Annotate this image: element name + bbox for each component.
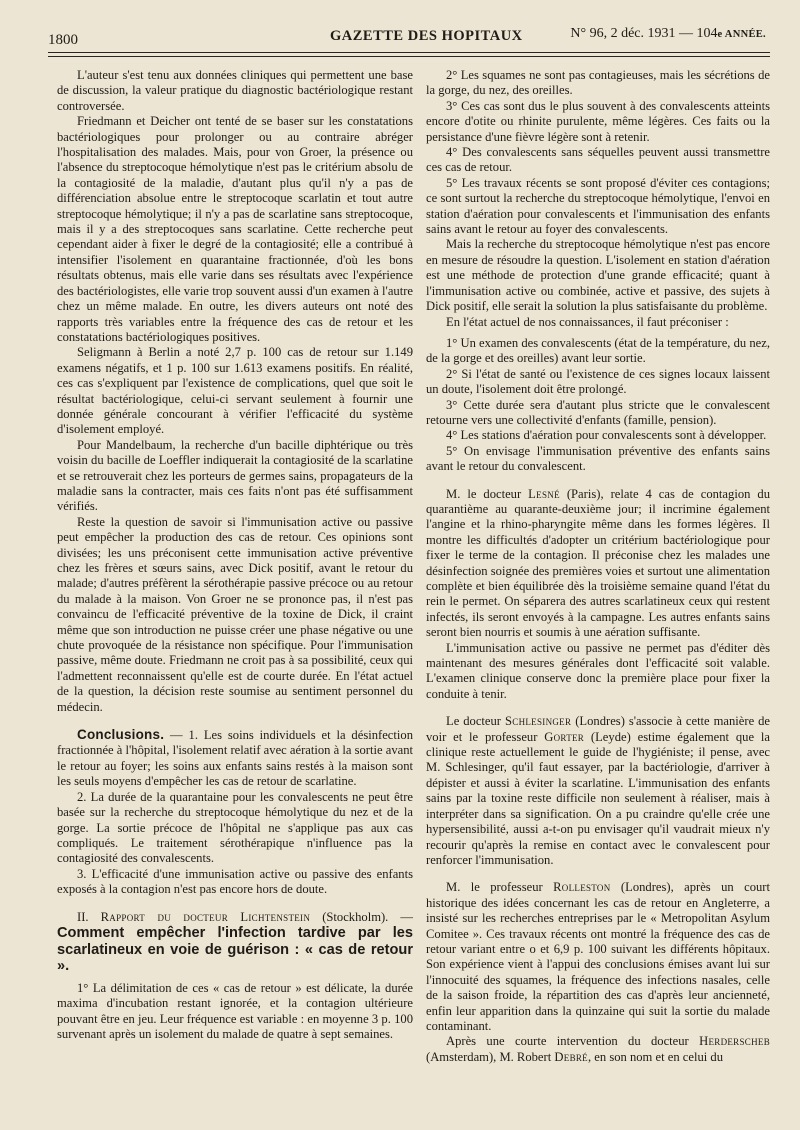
text-run: M. le professeur (446, 880, 554, 895)
author-name: Herderscheb (699, 1034, 770, 1049)
list-item: 4° Les stations d'aération pour convalescents sont à développer. (446, 428, 767, 443)
text-run: M. le docteur (446, 486, 529, 501)
conclusions-paragraph (57, 727, 413, 790)
paragraph: Pour Mandelbaum, la recherche d'un bacille diphtérique ou très voisin du bacille de Loeffler indiquerait la contagiosité de la scarlatine et se retrouverait chez les porteurs de germes sains, propagateurs de la maladie sans la contracter, mais ces faits n'ont pas été suffisamment vérifiés. (57, 437, 413, 514)
list-item: 3° Ces cas sont dus le plus souvent à des convalescents atteints encore d'otite ou rhinite purulente, même légères. Ces faits ou la persistance d'une fièvre légère sont à retenir. (426, 98, 770, 144)
author-name: Rolleston (553, 880, 611, 895)
text-run: (Leyde) estime également que la clinique reste actuellement le guide de l'hygiéniste; il pense, avec M. Schlesinger, qu'il faut essayer, par la bactériologie, d'arriver à dépister et aussi à éviter la scarlatine. L'immunisation des enfants sains par la toxine reste difficile non seulement à réaliser, mais à interpréter dans sa signification. On a pu craindre qu'elle crée une hypersensibilité, aussi a-t-on pu envisager qu'il vaudrait mieux n'y recourir qu'après la remise en contact avec le convalescent pour renforcer l'immunisation. (426, 729, 770, 867)
section-report-author: Rapport du docteur Lichtenstein (100, 909, 311, 924)
section-title: Comment empêcher l'infection tardive par les scarlatineux en voie de guérison : « cas de retour ». (57, 924, 413, 975)
issue-info (570, 26, 766, 42)
page-header (48, 24, 766, 46)
list-item: 5° On envisage l'immunisation préventive des enfants sains avant le retour du convalescent. (426, 443, 770, 474)
conclusions-heading: Conclusions. (77, 727, 165, 743)
section-heading (57, 910, 413, 975)
year-label: e ANNÉE. (717, 29, 766, 40)
text-run: (Londres), après un court historique des idées concernant les cas de retour en Angleterre, a insisté sur les recherches entreprises par le « Metropolitan Asylum Comitee ». Ces travaux récents ont montré la fréquence des cas de retour variant entre o et 6,9 p. 100 suivant les différents hôpitaux. Son expérience vient à l'appui des conclusions émises avant lui sur l'innocuité des squames, la fréquence des infections nasales, celle de la saison froide, la répartition des cas d'après leur ancienneté, enfin leur apparition dans la quinzaine qui suit la sortie du malade contaminant. (426, 880, 770, 1033)
paragraph: Mais la recherche du streptocoque hémolytique n'est pas encore en mesure de résoudre la question. L'isolement en station d'aération est une méthode de protection d'une grande efficacité; quant à l'immunisation active ou combinée, active et passive, des sujets à Dick positif, elle serait la solution la plus satisfaisante du problème. (426, 237, 770, 314)
text-run: (Londres) s'associe à cette manière de voir et le professeur (426, 714, 771, 744)
right-column (426, 68, 770, 1065)
text-run: (Amsterdam), M. Robert (426, 1049, 555, 1064)
header-rule-thin (48, 56, 770, 57)
conclusion-3: 3. L'efficacité d'une immunisation active ou passive des enfants exposés à la contagion n'est pas encore hors de doute. (57, 866, 413, 897)
herdersche-paragraph (426, 1034, 770, 1065)
paragraph: En l'état actuel de nos connaissances, il faut préconiser : (446, 314, 729, 329)
author-name: Lesné (528, 486, 560, 501)
paragraph: Reste la question de savoir si l'immunisation active ou passive peut empêcher la production des cas de retour. Ces opinions sont divisées; les uns préconisent cette immunisation active préventive chez les frères et sœurs sains, avec Dick positif, avant le retour du malade; d'autres préfèrent la sérothérapie passive précoce ou au retour du malade à la maison. Von Groer ne se prononce pas, il n'est pas convaincu de l'efficacité préventive de la toxine de Dick, il craint même que son introduction ne puisse créer une phase négative ou une chute provoquée de la résistance non spécifique. Pour l'immunisation passive, même doute. Friedmann ne croit pas à sa possibilité, ceux qui l'admettent reconnaissent qu'elle est de courte durée. En l'état actuel de la question, la décision reste soumise au sentiment personnel du médecin. (57, 514, 413, 714)
conclusion-2: 2. La durée de la quarantaine pour les convalescents ne peut être basée sur la recherche du streptocoque hémolytique du nez et de la gorge. La sortie précoce de l'hôpital ne s'applique pas aux cas compliqués. Le traitement sérothérapique n'influence pas la contagiosité des convalescents. (57, 789, 413, 866)
list-item: 5° Les travaux récents se sont proposé d'éviter ces contagions; ce sont surtout la recherche du streptocoque hémolytique, l'envoi en station d'aération pour convalescents et l'immunisation des enfants sains avant le retour au foyer des convalescents. (426, 175, 770, 237)
paragraph: L'auteur s'est tenu aux données cliniques qui permettent une base de discussion, la valeur pratique du diagnostic bactériologique restant controversée. (57, 68, 413, 113)
list-item: 1° Un examen des convalescents (état de la température, du nez, de la gorge et des oreilles) avant leur sortie. (426, 335, 770, 366)
list-item: 2° Les squames ne sont pas contagieuses, mais les sécrétions de la gorge, du nez, des oreilles. (426, 68, 770, 98)
author-name: Gorter (544, 729, 585, 744)
list-item: 4° Des convalescents sans séquelles peuvent aussi transmettre ces cas de retour. (426, 145, 770, 175)
author-name: Debré (554, 1049, 588, 1064)
journal-title: GAZETTE DES HOPITAUX (330, 28, 523, 44)
text-run: Le docteur (446, 714, 505, 729)
paragraph: L'immunisation active ou passive ne permet pas d'éditer dès maintenant des mesures générales dont l'efficacité soit valable. L'examen clinique conserve donc la première place pour fixer la conduite à tenir. (426, 640, 770, 701)
issue-number-date: N° 96, 2 déc. 1931 — 104 (570, 26, 718, 41)
text-run: Après une courte intervention du docteur (446, 1034, 700, 1049)
page-number: 1800 (48, 32, 78, 48)
section-city: (Stockholm). — (310, 909, 413, 924)
text-run: , en son nom et en celui du (587, 1049, 723, 1064)
schlesinger-paragraph (426, 714, 770, 868)
list-item: 1° La délimitation de ces « cas de retour » est délicate, la durée maxima d'incubation restant ignorée, et la contagion ultérieure pouvant être en jeu. Leur fréquence est variable : en moyenne 3 p. 100 survenant après un isolement du malade de quatre à sept semaines. (57, 980, 413, 1041)
rolleston-paragraph (426, 880, 770, 1034)
lesne-paragraph (426, 487, 770, 641)
paragraph: Friedmann et Deicher ont tenté de se baser sur les constatations bactériologiques pour prolonger ou au contraire abréger l'hospitalisation des malades. Mais, pour von Groer, la présence ou l'absence du streptocoque hémolytique n'est pas le critérium absolu de la contagiosité de la maladie, d'autant plus qu'il n'y a pas de différenciation absolue entre le streptocoque scarlatin et tout autre streptocoque hémolytique; il n'y a pas de scarlatine sans streptocoque, mais il y a des streptocoques sans scarlatine. Cette recherche peut cependant aider à fixer le degré de la contagiosité; elle a contribué à intensifier l'isolement en quarantaine fractionnée, d'où les bons résultats obtenus, mais elle varie dans ses résultats avec l'expérience des bactériologistes, elle varie trop souvent aussi d'un examen à l'autre chez un même malade. En outre, les divers auteurs ont noté des rapports très variables entre la fréquence des cas de retour et les constatations bactériologiques positives. (57, 114, 413, 344)
left-column (57, 68, 413, 1042)
paragraph: Seligmann à Berlin a noté 2,7 p. 100 cas de retour sur 1.149 examens négatifs, et 1 p. 100 sur 1.613 examens positifs. En réalité, ces cas s'expliquent par l'existence de complications, quel que soit le résultat bactériologique, celui-ci servant seulement à fournir une donnée générale concourant à vérifier l'efficacité du système d'isolement employé. (57, 345, 413, 437)
section-number: II. (77, 909, 101, 924)
text-run: (Paris), relate 4 cas de contagion du quarantième au quarante-deuxième jour; il incrimine également l'angine et la rhino-pharyngite même dans les formes légères. Il montre les difficultés d'adopter un critérium bactériologique pour fixer le terme de la contagion. Il préconise chez les malades une désinfection soignée des premières voies et surtout une alimentation complète et bien équilibrée dès la troisième semaine quand l'état du rein le permet. On séparera des autres scarlatineux ceux qui restent infectés, ils seront envoyés à la campagne. Les autres enfants sains seront bien nourris et soumis à une aération suffisante. (426, 486, 770, 640)
header-rule-thick (48, 52, 770, 53)
list-item: 2° Si l'état de santé ou l'existence de ces signes locaux laissent un doute, l'isolement doit être prolongé. (426, 366, 770, 397)
list-item: 3° Cette durée sera d'autant plus stricte que le convalescent retourne vers une collectivité d'enfants (famille, pension). (426, 397, 770, 427)
conclusion-1: — 1. Les soins individuels et la désinfection fractionnée à l'hôpital, l'isolement relatif avec aération à la sortie avant le retour au foyer; les soins aux enfants sains restés à la maison sont les seuls moyens d'empêcher les cas de retour de scarlatine. (57, 728, 413, 789)
author-name: Schlesinger (504, 714, 572, 729)
